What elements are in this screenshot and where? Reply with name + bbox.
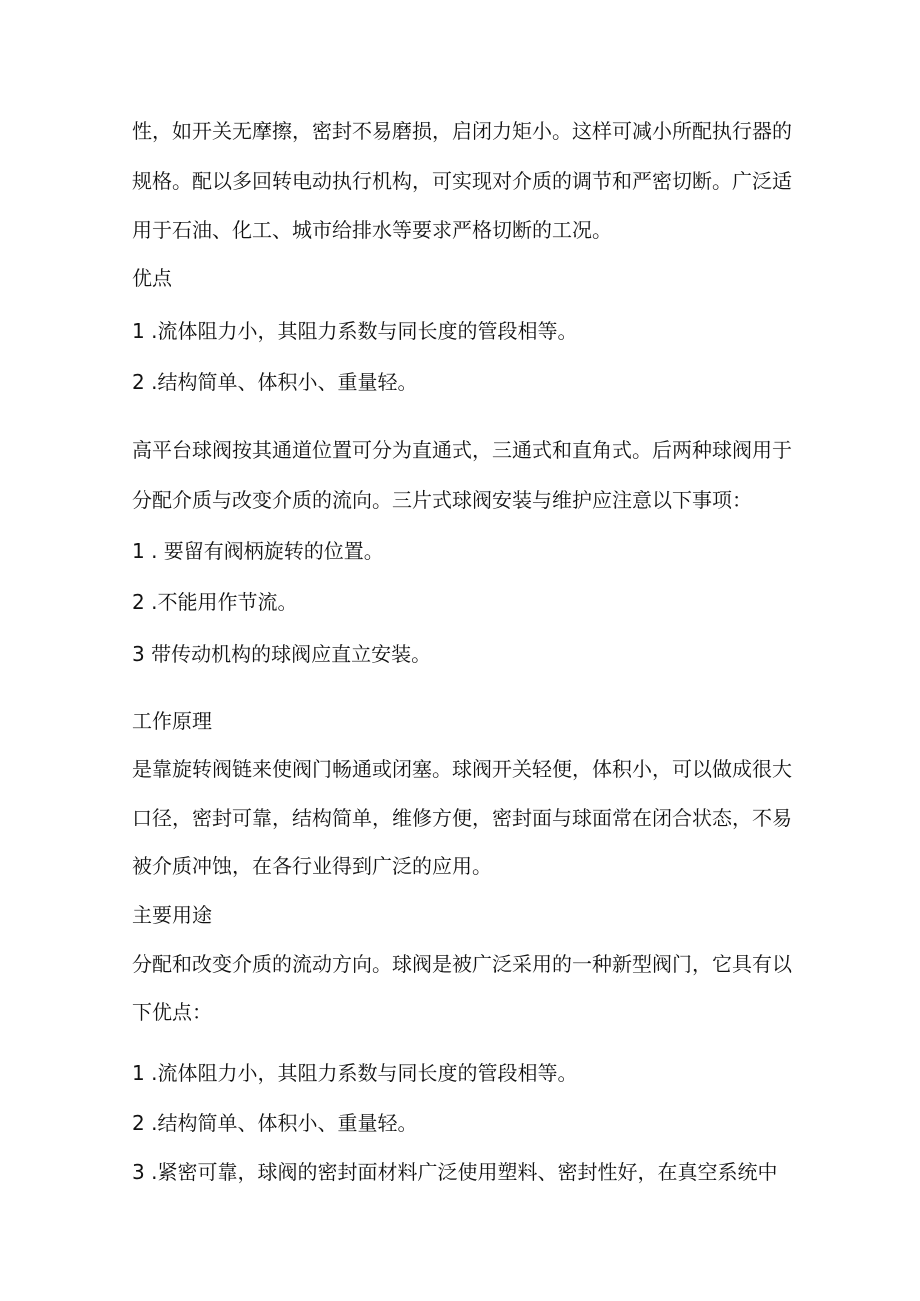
list-item: 2 .不能用作节流。 (132, 590, 298, 614)
paragraph-line: 用于石油、化工、城市给排水等要求严格切断的工况。 (132, 218, 612, 242)
paragraph-line: 是靠旋转阀链来使阀门畅通或闭塞。球阀开关轻便，体积小，可以做成很大 (132, 757, 792, 781)
list-item: 2 .结构简单、体积小、重量轻。 (132, 1111, 418, 1135)
paragraph-line: 性，如开关无摩擦，密封不易磨损，启闭力矩小。这样可减小所配执行器的 (132, 119, 792, 143)
list-item: 1 .流体阻力小，其阻力系数与同长度的管段相等。 (132, 1061, 578, 1085)
paragraph-line: 高平台球阀按其通道位置可分为直通式，三通式和直角式。后两种球阀用于 (132, 438, 792, 462)
list-item: 3 带传动机构的球阀应直立安装。 (132, 642, 432, 666)
paragraph-line: 被介质冲蚀，在各行业得到广泛的应用。 (132, 854, 492, 878)
list-item: 1 .流体阻力小，其阻力系数与同长度的管段相等。 (132, 319, 578, 343)
paragraph-line: 分配介质与改变介质的流向。三片式球阀安装与维护应注意以下事项： (132, 488, 752, 512)
section-heading-advantages: 优点 (132, 266, 172, 290)
paragraph-line: 分配和改变介质的流动方向。球阀是被广泛采用的一种新型阀门，它具有以 (132, 952, 792, 976)
paragraph-line: 下优点： (132, 1000, 212, 1024)
list-item: 3 .紧密可靠，球阀的密封面材料广泛使用塑料、密封性好，在真空系统中 (132, 1160, 778, 1184)
paragraph-line: 规格。配以多回转电动执行机构，可实现对介质的调节和严密切断。广泛适 (132, 169, 792, 193)
list-item: 2 .结构简单、体积小、重量轻。 (132, 370, 418, 394)
section-heading-usage: 主要用途 (132, 903, 212, 927)
section-heading-principle: 工作原理 (132, 709, 212, 733)
paragraph-line: 口径，密封可靠，结构简单，维修方便，密封面与球面常在闭合状态，不易 (132, 806, 792, 830)
list-item: 1 . 要留有阀柄旋转的位置。 (132, 539, 384, 563)
